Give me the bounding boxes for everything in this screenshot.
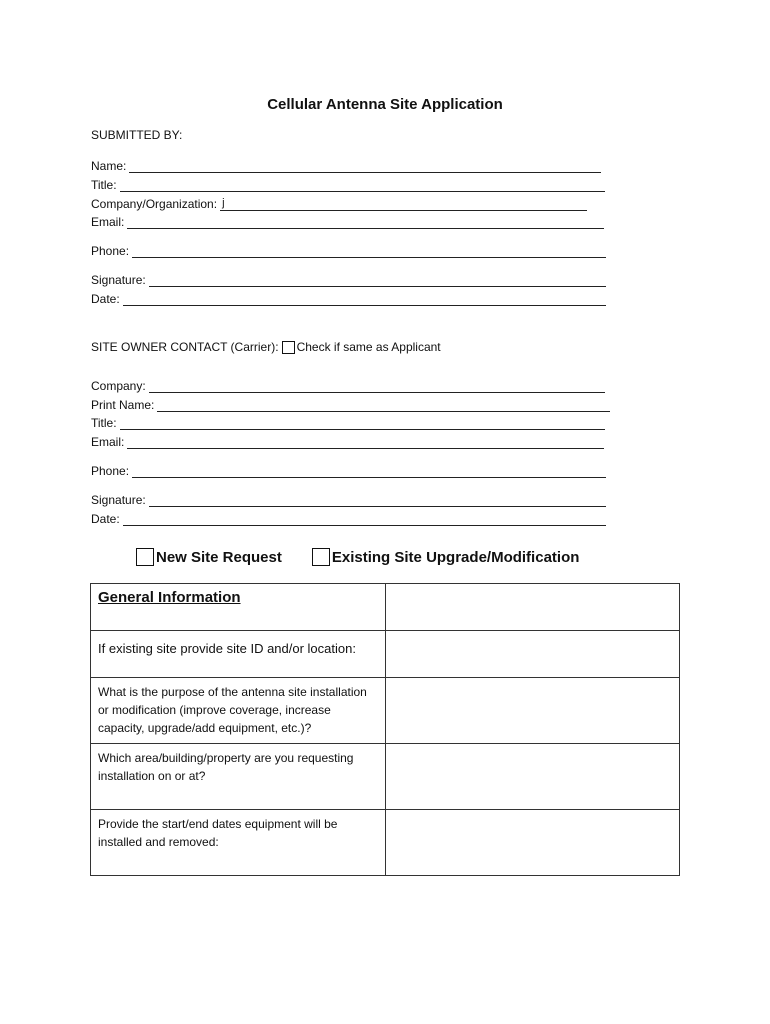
phone-label: Phone: (91, 244, 130, 258)
title-input[interactable] (120, 178, 605, 192)
area-question (91, 744, 386, 810)
owner-date-label: Date: (91, 512, 120, 526)
owner-signature-field[interactable] (91, 491, 606, 507)
owner-company-field[interactable] (91, 377, 605, 393)
owner-company-input[interactable] (149, 379, 605, 393)
general-information-table (90, 583, 680, 876)
date-label: Date: (91, 292, 120, 306)
email-field[interactable] (91, 213, 604, 229)
owner-phone-field[interactable] (91, 462, 606, 478)
signature-label: Signature: (91, 273, 146, 287)
dates-question (91, 810, 386, 876)
submitted-by-label: SUBMITTED BY: (91, 128, 183, 142)
request-type-row (136, 548, 579, 566)
table-row (91, 744, 680, 810)
new-site-request-label: New Site Request (156, 548, 282, 566)
existing-site-upgrade-option[interactable] (312, 548, 580, 566)
site-owner-row (91, 340, 441, 354)
date-field[interactable] (91, 290, 606, 306)
email-label: Email: (91, 215, 125, 229)
name-label: Name: (91, 159, 127, 173)
email-input[interactable] (127, 215, 604, 229)
purpose-question-text: What is the purpose of the antenna site installation or modification (improve coverage, increase capacity, upgrade/add equipment, etc.)? (98, 685, 367, 735)
name-input[interactable] (129, 159, 601, 173)
dates-question-text: Provide the start/end dates equipment will be installed and removed: (98, 817, 338, 849)
owner-phone-input[interactable] (132, 464, 606, 478)
owner-title-input[interactable] (120, 416, 605, 430)
form-title: Cellular Antenna Site Application (267, 96, 503, 113)
owner-email-label: Email: (91, 435, 125, 449)
same-as-applicant-label: Check if same as Applicant (296, 340, 441, 354)
site-id-answer-cell[interactable] (386, 631, 680, 678)
table-row (91, 584, 680, 631)
area-question-text: Which area/building/property are you requesting installation on or at? (98, 751, 354, 783)
title-label: Title: (91, 178, 117, 192)
owner-title-field[interactable] (91, 414, 605, 430)
signature-input[interactable] (149, 273, 606, 287)
table-row (91, 810, 680, 876)
owner-signature-input[interactable] (149, 493, 606, 507)
owner-phone-label: Phone: (91, 464, 130, 478)
date-input[interactable] (123, 292, 606, 306)
owner-print-name-field[interactable] (91, 396, 610, 412)
existing-site-upgrade-label: Existing Site Upgrade/Modification (331, 548, 580, 566)
site-id-question-text: If existing site provide site ID and/or location: (98, 641, 356, 656)
table-row (91, 631, 680, 678)
same-as-applicant-checkbox[interactable] (282, 341, 295, 354)
owner-print-name-label: Print Name: (91, 398, 155, 412)
owner-company-label: Company: (91, 379, 146, 393)
owner-date-input[interactable] (123, 512, 606, 526)
general-information-answer-cell[interactable] (386, 584, 680, 631)
existing-site-upgrade-checkbox[interactable] (312, 548, 330, 566)
owner-email-input[interactable] (127, 435, 604, 449)
phone-field[interactable] (91, 242, 606, 258)
signature-field[interactable] (91, 271, 606, 287)
site-owner-label: SITE OWNER CONTACT (Carrier): (91, 340, 279, 354)
owner-print-name-input[interactable] (157, 398, 610, 412)
title-field[interactable] (91, 176, 605, 192)
new-site-request-checkbox[interactable] (136, 548, 154, 566)
owner-title-label: Title: (91, 416, 117, 430)
company-organization-label: Company/Organization: (91, 197, 218, 211)
purpose-question (91, 678, 386, 744)
company-organization-field[interactable] (91, 195, 587, 211)
owner-signature-label: Signature: (91, 493, 146, 507)
dates-answer-cell[interactable] (386, 810, 680, 876)
table-row (91, 678, 680, 744)
company-organization-input[interactable]: j (220, 197, 587, 211)
site-id-question (91, 631, 386, 678)
name-field[interactable] (91, 157, 601, 173)
owner-email-field[interactable] (91, 433, 604, 449)
phone-input[interactable] (132, 244, 606, 258)
new-site-request-option[interactable] (136, 548, 282, 566)
area-answer-cell[interactable] (386, 744, 680, 810)
general-information-heading: General Information (98, 589, 241, 606)
purpose-answer-cell[interactable] (386, 678, 680, 744)
owner-date-field[interactable] (91, 510, 606, 526)
general-information-header-cell (91, 584, 386, 631)
